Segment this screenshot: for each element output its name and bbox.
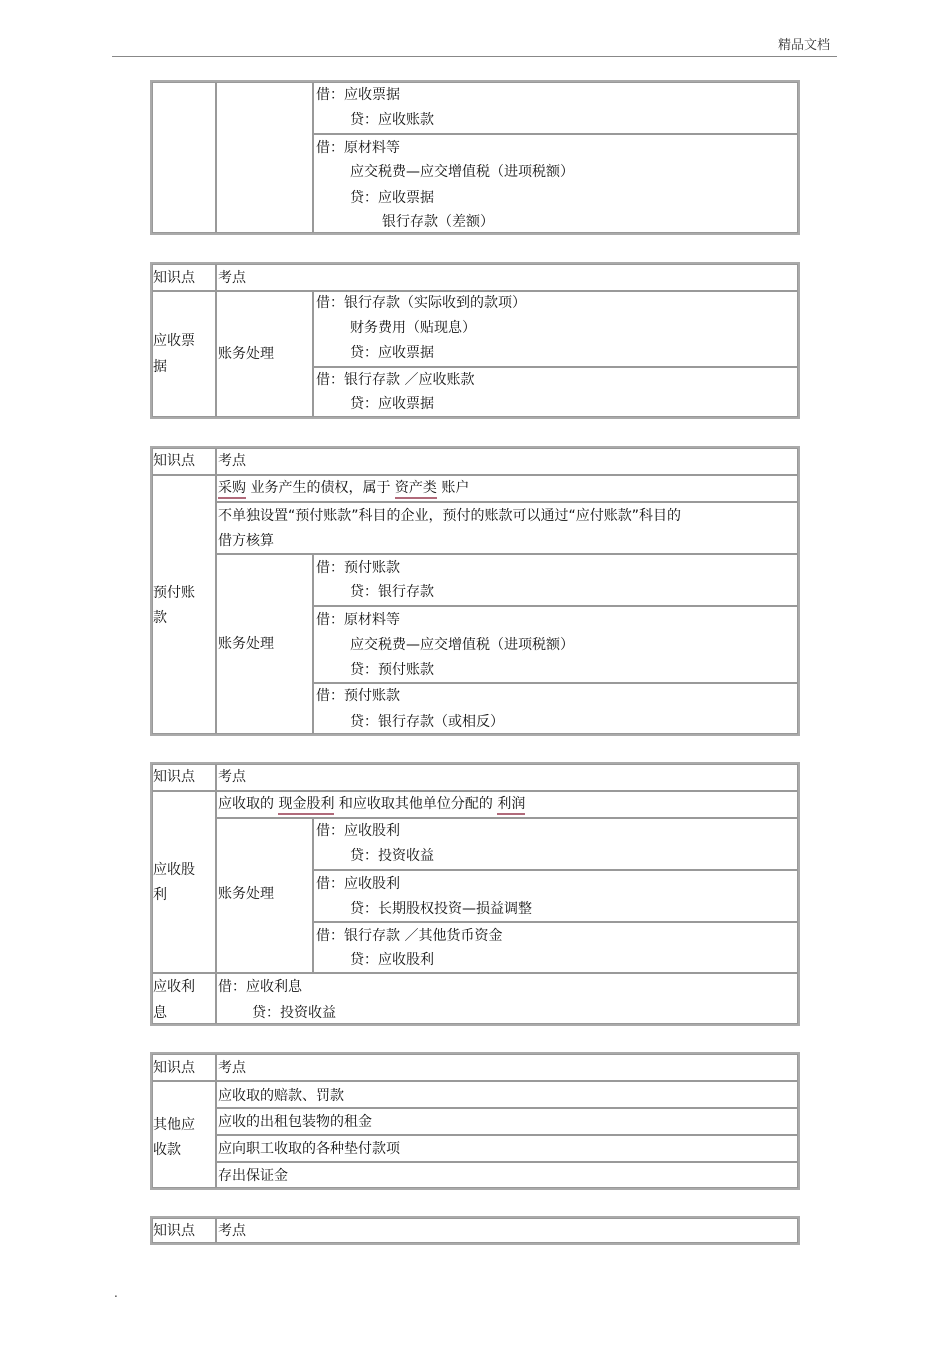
cell-definition: 采购 业务产生的债权，属于 资产类 账户 bbox=[216, 475, 798, 502]
list-item: 存出保证金 bbox=[216, 1162, 798, 1188]
entry-line: 贷：投资收益 bbox=[350, 848, 434, 864]
table-notes-receivable-cont bbox=[150, 80, 800, 235]
entry-line: 借：银行存款 ／应收账款 bbox=[316, 372, 475, 388]
entry-line: 借：预付账款 bbox=[316, 560, 400, 576]
entry-line: 借：银行存款（实际收到的款项） bbox=[316, 295, 526, 311]
cell-subtopic bbox=[216, 82, 313, 233]
entry-line: 银行存款（差额） bbox=[382, 214, 494, 230]
cell-subtopic: 账务处理 bbox=[216, 818, 313, 973]
cell-entry bbox=[313, 367, 798, 417]
cell-entry bbox=[313, 291, 798, 367]
cell-topic: 应收股 利 bbox=[152, 791, 216, 973]
cell-definition: 应收取的 现金股利 和应收取其他单位分配的 利润 bbox=[216, 791, 798, 818]
cell-topic-interest: 应收利 息 bbox=[152, 973, 216, 1024]
col-header-topic: 知识点 bbox=[152, 1054, 216, 1081]
col-header-topic: 知识点 bbox=[152, 448, 216, 475]
cell-note: 不单独设置“预付账款”科目的企业，预付的账款可以通过“应付账款”科目的 借方核算 bbox=[216, 502, 798, 554]
header-rule bbox=[112, 56, 837, 57]
cell-entry bbox=[313, 683, 798, 734]
list-item: 应向职工收取的各种垫付款项 bbox=[216, 1135, 798, 1162]
cell-entry bbox=[313, 82, 798, 134]
cell-topic bbox=[152, 82, 216, 233]
entry-line: 应交税费—应交增值税（进项税额） bbox=[350, 164, 574, 180]
cell-entry bbox=[313, 870, 798, 922]
cell-entry bbox=[313, 818, 798, 870]
entry-line: 贷：应收票据 bbox=[350, 345, 434, 361]
cell-entry bbox=[313, 606, 798, 683]
cell-topic: 其他应 收款 bbox=[152, 1081, 216, 1188]
cell-entry bbox=[313, 554, 798, 606]
cell-entry bbox=[313, 922, 798, 973]
col-header-topic: 知识点 bbox=[152, 264, 216, 291]
entry-line: 借：应收利息 bbox=[218, 979, 302, 995]
entry-line: 贷：应收票据 bbox=[350, 190, 434, 206]
cell-subtopic: 账务处理 bbox=[216, 291, 313, 417]
list-item: 应收的出租包装物的租金 bbox=[216, 1108, 798, 1135]
col-header-topic: 知识点 bbox=[152, 1218, 216, 1243]
entry-line: 借：原材料等 bbox=[316, 140, 400, 156]
col-header-point: 考点 bbox=[216, 1218, 798, 1243]
entry-line: 借：应收股利 bbox=[316, 876, 400, 892]
table-other-receivables bbox=[150, 1052, 800, 1190]
entry-line: 应交税费—应交增值税（进项税额） bbox=[350, 637, 574, 653]
entry-line: 贷：银行存款 bbox=[350, 584, 434, 600]
entry-line: 贷：投资收益 bbox=[252, 1005, 336, 1021]
col-header-point: 考点 bbox=[216, 264, 798, 291]
table-prepayments bbox=[150, 446, 800, 736]
cell-topic: 预付账 款 bbox=[152, 475, 216, 734]
col-header-point: 考点 bbox=[216, 1054, 798, 1081]
list-item: 应收取的赔款、罚款 bbox=[216, 1081, 798, 1108]
entry-line: 借：应收股利 bbox=[316, 823, 400, 839]
col-header-point: 考点 bbox=[216, 764, 798, 791]
entry-line: 借：原材料等 bbox=[316, 612, 400, 628]
entry-line: 借：应收票据 bbox=[316, 87, 400, 103]
table-notes-receivable bbox=[150, 262, 800, 419]
entry-line: 贷：应收票据 bbox=[350, 396, 434, 412]
entry-line: 贷：银行存款（或相反） bbox=[350, 714, 504, 730]
entry-line: 贷：预付账款 bbox=[350, 662, 434, 678]
col-header-point: 考点 bbox=[216, 448, 798, 475]
entry-line: 贷：长期股权投资—损益调整 bbox=[350, 901, 532, 917]
entry-line: 贷：应收账款 bbox=[350, 112, 434, 128]
cell-entry bbox=[313, 134, 798, 233]
entry-line: 贷：应收股利 bbox=[350, 952, 434, 968]
col-header-topic: 知识点 bbox=[152, 764, 216, 791]
entry-line: 财务费用（贴现息） bbox=[350, 320, 476, 336]
header-label: 精品文档 bbox=[777, 38, 830, 53]
entry-line: 借：预付账款 bbox=[316, 688, 400, 704]
cell-entry-interest bbox=[216, 973, 798, 1024]
footer-dot: . bbox=[114, 1286, 118, 1300]
cell-topic: 应收票 据 bbox=[152, 291, 216, 417]
table-next bbox=[150, 1216, 800, 1245]
table-dividends-receivable bbox=[150, 762, 800, 1026]
entry-line: 借：银行存款 ／其他货币资金 bbox=[316, 928, 503, 944]
cell-subtopic: 账务处理 bbox=[216, 554, 313, 734]
